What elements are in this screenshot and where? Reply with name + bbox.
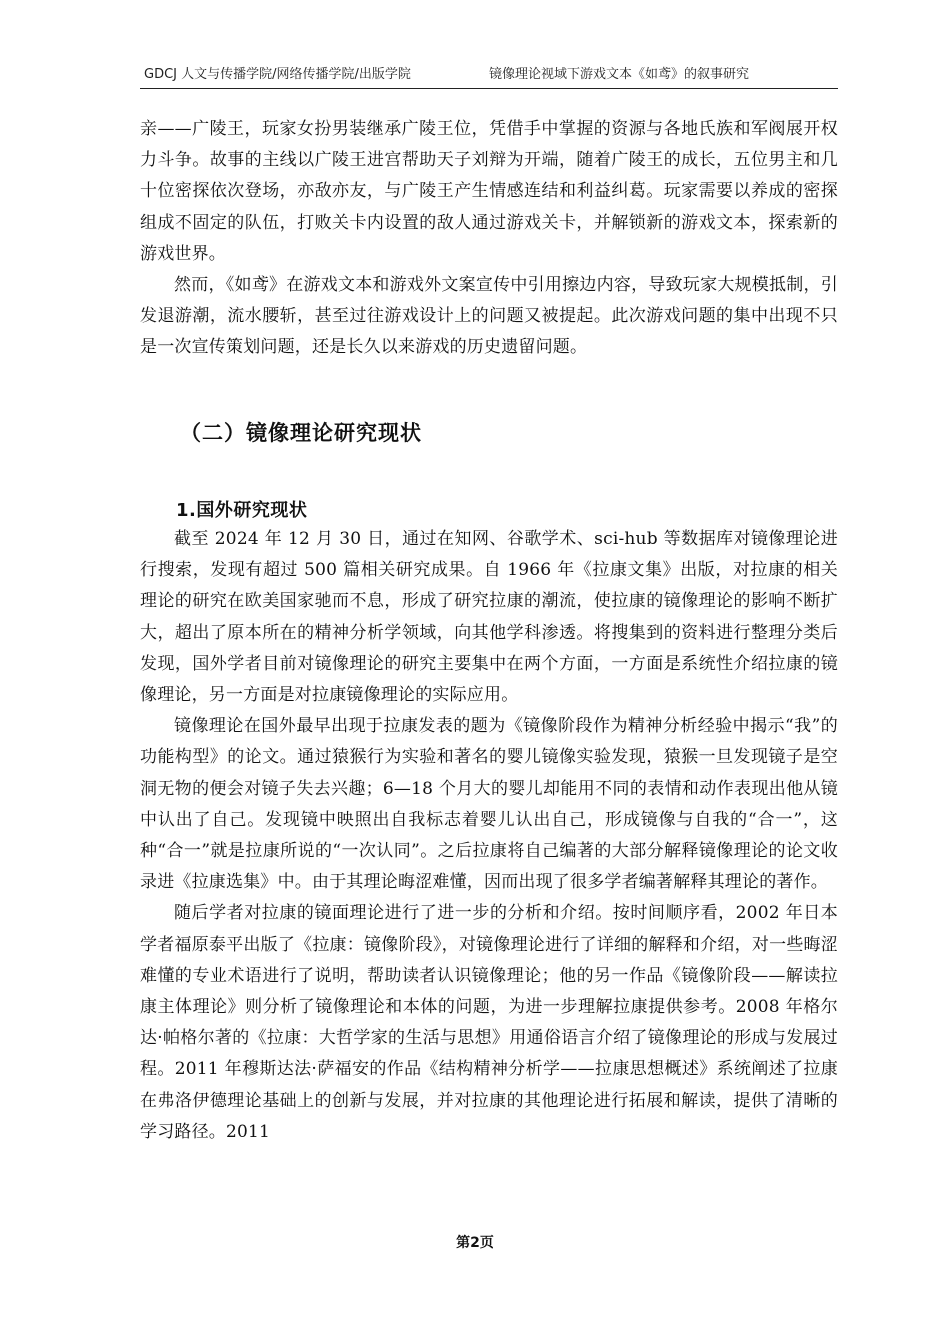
paragraph: 然而，《如鸢》在游戏文本和游戏外文案宣传中引用擦边内容，导致玩家大规模抵制，引发退游潮，流水腰斩，甚至过往游戏设计上的问题又被提起。此次游戏问题的集中出现不只是一次宣传策划问题，还是长久以来游戏的历史遗留问题。 <box>140 275 838 358</box>
intro-block <box>140 114 838 364</box>
header-institution: GDCJ 人文与传播学院/网络传播学院/出版学院 <box>144 67 411 82</box>
header-thesis-title: 镜像理论视域下游戏文本《如鸢》的叙事研究 <box>489 67 750 82</box>
page-number: 第2页 <box>456 1235 494 1251</box>
running-header <box>140 62 838 89</box>
paragraph: 镜像理论在国外最早出现于拉康发表的题为《镜像阶段作为精神分析经验中揭示“我”的功能构型》的论文。通过猿猴行为实验和著名的婴儿镜像实验发现，猿猴一旦发现镜子是空洞无物的便会对镜子失去兴趣；6—18 个月大的婴儿却能用不同的表情和动作表现出他从镜中认出了自己。发现镜中映照出自我标志着婴儿认出自己，形成镜像与自我的“合一”，这种“合一”就是拉康所说的“一次认同”。之后拉康将自己编著的大部分解释镜像理论的论文收录进《拉康选集》中。由于其理论晦涩难懂，因而出现了很多学者编著解释其理论的著作。 <box>140 716 838 893</box>
section-heading: （二）镜像理论研究现状 <box>180 421 422 445</box>
research-status-block <box>140 524 838 1148</box>
subsection-heading: 1.国外研究现状 <box>176 500 308 521</box>
paragraph: 亲——广陵王，玩家女扮男装继承广陵王位，凭借手中掌握的资源与各地氏族和军阀展开权力斗争。故事的主线以广陵王进宫帮助天子刘辩为开端，随着广陵王的成长，五位男主和几十位密探依次登场，亦敌亦友，与广陵王产生情感连结和利益纠葛。玩家需要以养成的密探组成不固定的队伍，打败关卡内设置的敌人通过游戏关卡，并解锁新的游戏文本，探索新的游戏世界。 <box>140 119 838 264</box>
paragraph: 随后学者对拉康的镜面理论进行了进一步的分析和介绍。按时间顺序看，2002 年日本学者福原泰平出版了《拉康：镜像阶段》，对镜像理论进行了详细的解释和介绍，对一些晦涩难懂的专业术语进行了说明，帮助读者认识镜像理论；他的另一作品《镜像阶段——解读拉康主体理论》则分析了镜像理论和本体的问题，为进一步理解拉康提供参考。2008 年格尔达·帕格尔著的《拉康：大哲学家的生活与思想》用通俗语言介绍了镜像理论的形成与发展过程。2011 年穆斯达法·萨福安的作品《结构精神分析学——拉康思想概述》系统阐述了拉康在弗洛伊德理论基础上的创新与发展，并对拉康的其他理论进行拓展和解读，提供了清晰的学习路径。2011 <box>140 903 838 1142</box>
paragraph: 截至 2024 年 12 月 30 日，通过在知网、谷歌学术、sci-hub 等数据库对镜像理论进行搜索，发现有超过 500 篇相关研究成果。自 1966 年《拉康文集》出版，对拉康的相关理论的研究在欧美国家驰而不息，形成了研究拉康的潮流，使拉康的镜像理论的影响不断扩大，超出了原本所在的精神分析学领域，向其他学科渗透。将搜集到的资料进行整理分类后发现，国外学者目前对镜像理论的研究主要集中在两个方面，一方面是系统性介绍拉康的镜像理论，另一方面是对拉康镜像理论的实际应用。 <box>140 529 838 706</box>
